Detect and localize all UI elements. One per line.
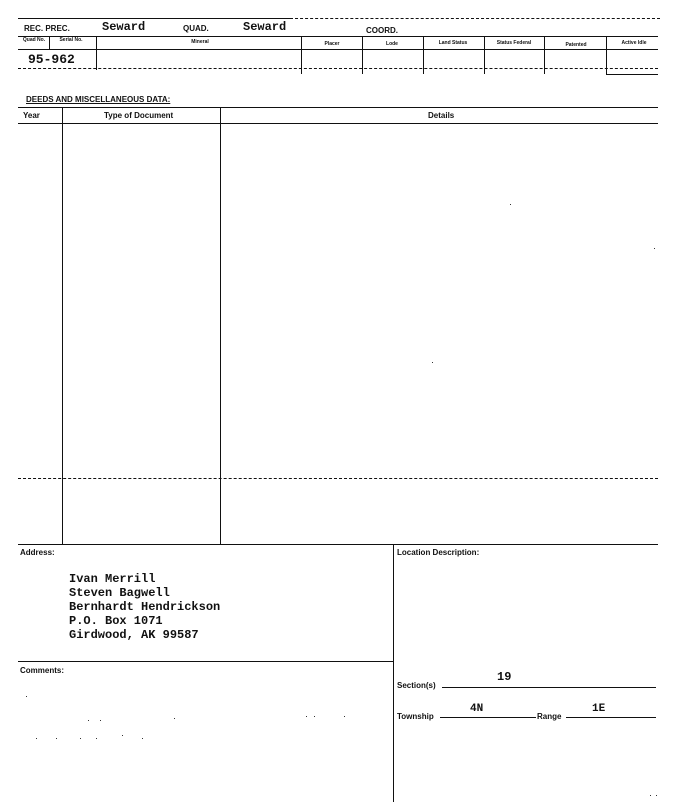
location-label: Location Description: bbox=[397, 548, 480, 557]
deeds-col-year: Year bbox=[23, 111, 40, 120]
deeds-col-details: Details bbox=[428, 111, 455, 120]
col-serial-no: Serial No. bbox=[59, 37, 83, 43]
col-quad-no: Quad No. bbox=[22, 37, 46, 43]
col-land-status: Land Status bbox=[438, 40, 468, 46]
col-status-federal: Status Federal bbox=[496, 40, 532, 46]
col-lode: Lode bbox=[386, 41, 398, 47]
quad-value: Seward bbox=[243, 20, 287, 34]
col-mineral: Mineral bbox=[191, 39, 209, 45]
deeds-col-type: Type of Document bbox=[104, 111, 174, 120]
coord-label: COORD. bbox=[366, 26, 398, 35]
section-value: 19 bbox=[497, 670, 512, 684]
address-line-3: Bernhardt Hendrickson bbox=[69, 600, 221, 614]
township-field bbox=[440, 717, 536, 718]
township-value: 4N bbox=[470, 703, 484, 715]
township-label: Township bbox=[397, 712, 434, 721]
comments-label: Comments: bbox=[20, 666, 65, 675]
address-line-2: Steven Bagwell bbox=[69, 586, 170, 600]
address-line-4: P.O. Box 1071 bbox=[69, 614, 163, 628]
col-active-idle: Active Idle bbox=[621, 40, 647, 46]
col-placer: Placer bbox=[324, 41, 340, 47]
section-field bbox=[442, 687, 656, 688]
rec-prec-value: Seward bbox=[102, 20, 146, 34]
range-field bbox=[566, 717, 656, 718]
address-line-5: Girdwood, AK 99587 bbox=[69, 628, 199, 642]
rec-prec-label: REC. PREC. bbox=[24, 24, 70, 33]
col-patented: Patented bbox=[565, 42, 587, 48]
range-value: 1E bbox=[592, 703, 606, 715]
address-line-1: Ivan Merrill bbox=[69, 572, 156, 586]
range-label: Range bbox=[537, 712, 562, 721]
quad-serial-value: 95-962 bbox=[28, 52, 75, 67]
address-label: Address: bbox=[20, 548, 55, 557]
quad-label: QUAD. bbox=[183, 24, 209, 33]
section-label: Section(s) bbox=[397, 681, 436, 690]
deeds-title: DEEDS AND MISCELLANEOUS DATA: bbox=[26, 95, 171, 104]
